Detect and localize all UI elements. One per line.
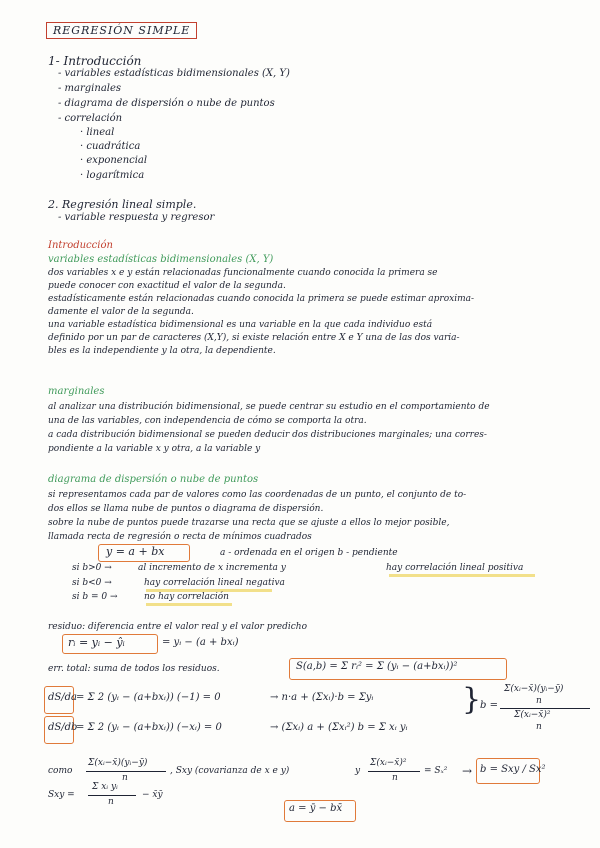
intro-line: estadísticamente están relacionadas cuando conocida la primera se puede estimar aproxima- <box>48 294 475 304</box>
intro-line: dos variables x e y están relacionadas funcionalmente cuando conocida la primera se <box>48 268 438 278</box>
sxy-alt-fraction-line <box>88 795 136 796</box>
b-result: b = Sxy / Sx² <box>480 764 546 775</box>
sxy-fraction-line <box>86 771 166 772</box>
sxy-alt-numerator: Σ xᵢ yᵢ <box>92 782 118 792</box>
case-condition: si b<0 → <box>72 578 112 588</box>
db-label: dS/db <box>48 722 78 733</box>
b-denominator-n: n <box>536 722 542 732</box>
case-highlight: hay correlación lineal positiva <box>386 563 524 573</box>
residuo-equation-rest: = yᵢ − (a + bxᵢ) <box>162 637 239 648</box>
error-label: err. total: suma de todos los residuos. <box>48 664 220 674</box>
intro-line: bles es la independiente y la otra, la dependiente. <box>48 346 276 356</box>
intro-subheading: variables estadísticas bidimensionales (X, Y) <box>48 254 274 265</box>
y-connector: y <box>355 766 361 776</box>
outline-item: - marginales <box>58 83 122 94</box>
marginales-line: a cada distribución bidimensional se pueden deducir dos distribuciones marginales; una corres- <box>48 430 487 440</box>
case-highlight: hay correlación lineal negativa <box>144 578 285 588</box>
outline-section-2: 2. Regresión lineal simple. <box>48 198 197 211</box>
outline-item: - correlación <box>58 113 123 124</box>
system-brace-icon: } <box>462 682 482 717</box>
outline-section-1: 1- Introducción <box>48 54 142 68</box>
marginales-heading: marginales <box>48 386 105 397</box>
intro-line: una variable estadística bidimensional es una variable en la que cada individuo está <box>48 320 433 330</box>
sx-rhs: = Sₓ² <box>424 766 448 776</box>
b-fraction-line <box>500 708 590 709</box>
outline-subitem: · logarítmica <box>80 170 145 181</box>
marginales-line: una de las variables, con independencia de cómo se comporta la otra. <box>48 416 367 426</box>
sxy-alt-rest: − x̄ȳ <box>142 790 163 800</box>
marginales-line: al analizar una distribución bidimensional, se puede centrar su estudio en el comportamiento de <box>48 402 490 412</box>
residuo-equation: rᵢ = yᵢ − ŷᵢ <box>68 636 125 649</box>
sx-denominator: n <box>392 773 398 783</box>
outline-subitem: · cuadrática <box>80 141 141 152</box>
da-result: → n·a + (Σxᵢ)·b = Σyᵢ <box>270 692 374 703</box>
regression-note: a - ordenada en el origen b - pendiente <box>220 548 398 558</box>
sxy-denominator: n <box>122 773 128 783</box>
case-text: al incremento de x incrementa y <box>138 563 286 573</box>
diagrama-line: sobre la nube de puntos puede trazarse una recta que se ajuste a ellos lo mejor posible, <box>48 518 450 528</box>
highlight-none <box>146 603 232 606</box>
outline-subitem: · exponencial <box>80 155 148 166</box>
outline-item: - diagrama de dispersión o nube de puntos <box>58 98 275 109</box>
como-label: como <box>48 766 73 776</box>
intro-heading: Introducción <box>48 240 113 251</box>
sxy-numerator: Σ(xᵢ−x̄)(yᵢ−ȳ) <box>88 758 148 768</box>
highlight-positive <box>389 574 535 577</box>
sxy-alt-denominator: n <box>108 797 114 807</box>
sx-numerator: Σ(xᵢ−x̄)² <box>370 758 407 768</box>
residuo-label: residuo: diferencia entre el valor real y el valor predicho <box>48 622 308 632</box>
a-result: a = ȳ − bx̄ <box>289 803 343 814</box>
b-numerator: Σ(xᵢ−x̄)(yᵢ−ȳ) <box>504 684 564 694</box>
intro-line: damente el valor de la segunda. <box>48 307 194 317</box>
regression-equation: y = a + bx <box>106 545 165 558</box>
da-equation: = Σ 2 (yᵢ − (a+bxᵢ)) (−1) = 0 <box>76 692 221 703</box>
sxy-note: , Sxy (covarianza de x e y) <box>170 766 290 776</box>
db-result: → (Σxᵢ) a + (Σxᵢ²) b = Σ xᵢ yᵢ <box>270 722 408 733</box>
diagrama-line: si representamos cada par de valores como las coordenadas de un punto, el conjunto de to- <box>48 490 467 500</box>
sx-fraction-line <box>368 771 420 772</box>
b-numerator-n: n <box>536 696 542 706</box>
arrow-icon: → <box>462 764 473 778</box>
diagrama-line: llamada recta de regresión o recta de mínimos cuadrados <box>48 532 312 542</box>
case-condition: si b>0 → <box>72 563 112 573</box>
intro-line: definido por un par de caracteres (X,Y), si existe relación entre X e Y una de las dos varia- <box>48 333 460 343</box>
diagrama-heading: diagrama de dispersión o nube de puntos <box>48 474 259 485</box>
diagrama-line: dos ellos se llama nube de puntos o diagrama de dispersión. <box>48 504 324 514</box>
outline-item: - variables estadísticas bidimensionales (X, Y) <box>58 68 290 79</box>
outline-item: - variable respuesta y regresor <box>58 212 215 223</box>
outline-subitem: · lineal <box>80 127 115 138</box>
sxy-alt-lhs: Sxy = <box>48 790 75 800</box>
error-equation: S(a,b) = Σ rᵢ² = Σ (yᵢ − (a+bxᵢ))² <box>296 661 458 672</box>
intro-line: puede conocer con exactitud el valor de la segunda. <box>48 281 286 291</box>
marginales-line: pondiente a la variable x y otra, a la variable y <box>48 444 261 454</box>
da-label: dS/da <box>48 692 77 703</box>
case-highlight: no hay correlación <box>144 592 229 602</box>
db-equation: = Σ 2 (yᵢ − (a+bxᵢ)) (−xᵢ) = 0 <box>76 722 222 733</box>
b-denominator: Σ(xᵢ−x̄)² <box>514 710 551 720</box>
case-condition: si b = 0 → <box>72 592 118 602</box>
page-title: REGRESIÓN SIMPLE <box>46 22 197 39</box>
b-lhs: b = <box>480 700 498 711</box>
